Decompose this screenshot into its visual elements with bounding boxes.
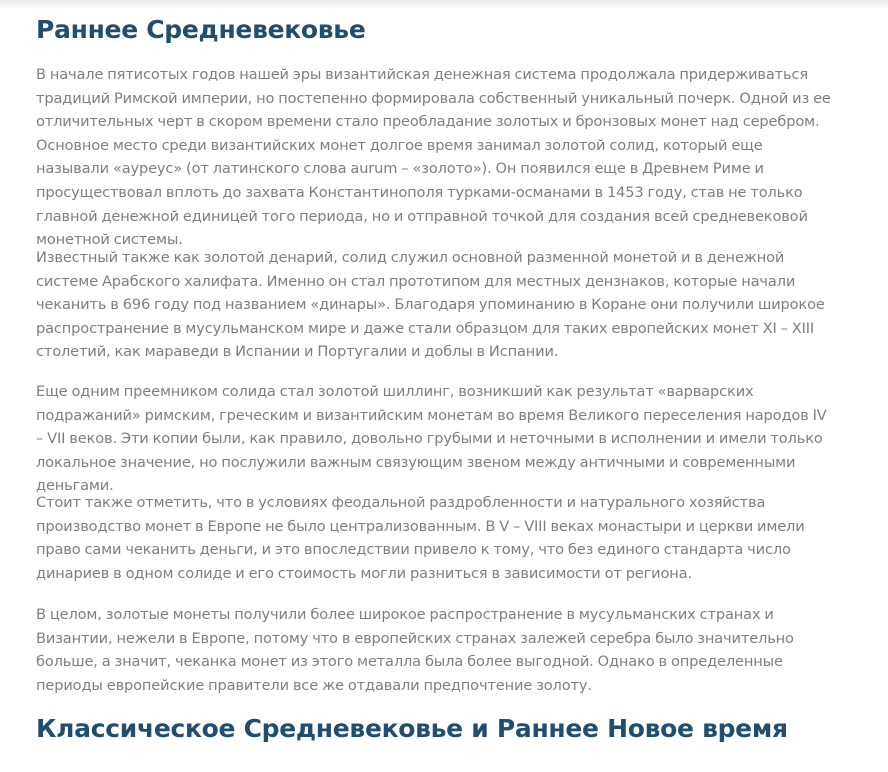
paragraph-4: Стоит также отметить, что в условиях феодальной раздробленности и натурального хозяйства производство монет в Европе не было централизованным. В V – VIII веках монастыри и церкви имели право сами чеканить деньги, и это впоследствии привело к тому, что без единого стандарта число динариев в одном солиде и его стоимость могли разниться в зависимости от региона.: [36, 494, 805, 582]
section-heading-early-middle-ages: Раннее Средневековье: [36, 15, 366, 44]
paragraph-3: Еще одним преемником солида стал золотой шиллинг, возникший как результат «варварских подражаний» римским, греческим и византийским монетам во время Великого переселения народов IV – VII веков. Эти копии были, как правило, довольно грубыми и неточными в исполнении и имели только локальное значение, но послужили важным связующим звеном между античными и современными деньгами.: [36, 383, 827, 495]
paragraph-2: Известный также как золотой денарий, солид служил основной разменной монетой и в денежной системе Арабского халифата. Именно он стал прототипом для местных дензнаков, которые начали чеканить в 696 году под названием «динары». Благодаря упоминанию в Коране они получили широкое распространение в мусульманском мире и даже стали образцом для таких европейских монет XI – XIII столетий, как мараведи в Испании и Португалии и доблы в Испании.: [36, 249, 825, 361]
paragraph-1: В начале пятисотых годов нашей эры византийская денежная система продолжала придерживаться традиций Римской империи, но постепенно формировала собственный уникальный почерк. Одной из ее отличительных черт в скором времени стало преобладание золотых и бронзовых монет над серебром. Основное место среди византийских монет долгое время занимал золотой солид, который еще называли «ауреус» (от латинского слова aurum – «золото»). Он появился еще в Древнем Риме и просуществовал вплоть до захвата Константинополя турками-османами в 1453 году, став не только главной денежной единицей того периода, но и отправной точкой для создания всей средневековой монетной системы.: [36, 66, 831, 249]
section-heading-classic-middle-ages: Классическое Средневековье и Раннее Новое время: [36, 714, 788, 743]
header-shadow: [0, 0, 888, 10]
paragraph-5: В целом, золотые монеты получили более широкое распространение в мусульманских странах и Византии, нежели в Европе, потому что в европейских странах залежей серебра было значительно больше, а значит, чеканка монет из этого металла была более выгодной. Однако в определенные периоды европейские правители все же отдавали предпочтение золоту.: [36, 606, 794, 694]
